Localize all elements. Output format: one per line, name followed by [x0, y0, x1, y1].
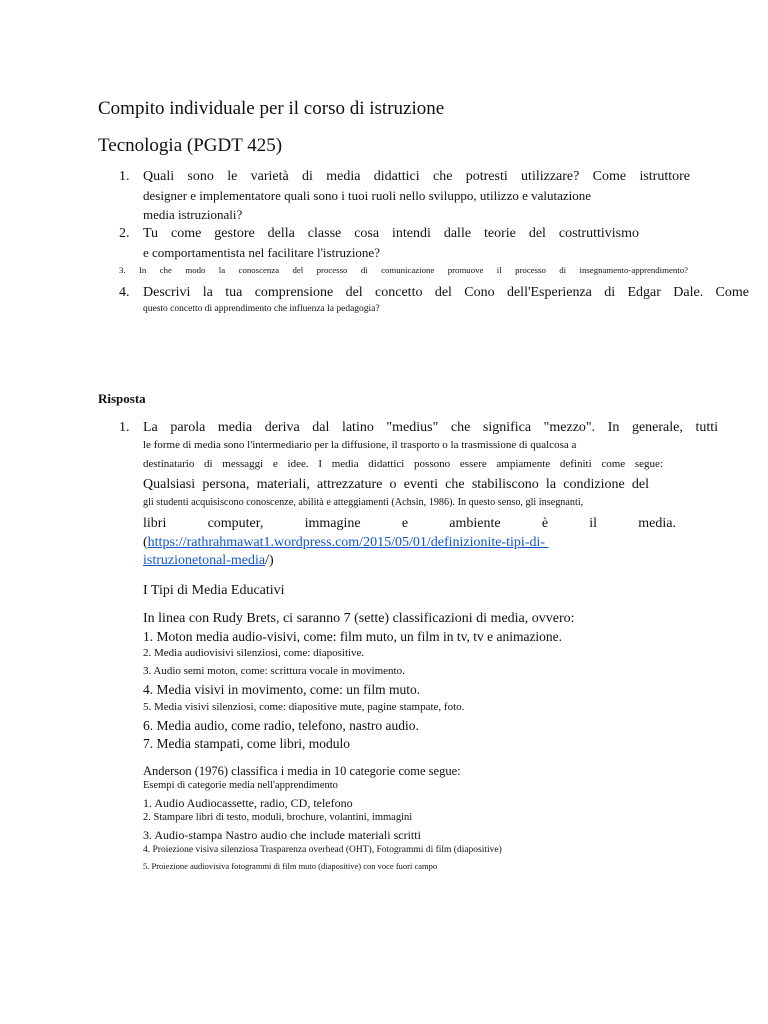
- source-link[interactable]: https://rathrahmawat1.wordpress.com/2015/05/01/definizionite-tipi-di-: [147, 535, 546, 550]
- types-heading: I Tipi di Media Educativi: [143, 583, 285, 598]
- brets-item: 6. Media audio, come radio, telefono, nastro audio.: [143, 718, 419, 733]
- link-open-paren: (: [143, 535, 148, 550]
- question-1-number: 1.: [119, 169, 130, 184]
- brets-item: 4. Media visivi in movimento, come: un film muto.: [143, 682, 421, 697]
- answer-line-4: Qualsiasi persona, materiali, attrezzature o eventi che stabiliscono la condizione del: [143, 477, 649, 492]
- source-link-line-1: [143, 535, 601, 551]
- answer-line-5: gli studenti acquisiscono conoscenze, abilità e atteggiamenti (Achsin, 1986). In questo senso, gli insegnanti,: [143, 497, 584, 508]
- question-4-line-2: questo concetto di apprendimento che influenza la pedagogia?: [143, 304, 380, 314]
- brets-item: 3. Audio semi moton, come: scrittura vocale in movimento.: [143, 665, 405, 677]
- anderson-item: 1. Audio Audiocassette, radio, CD, telefono: [143, 796, 353, 810]
- brets-item: 7. Media stampati, come libri, modulo: [143, 736, 350, 751]
- brets-item: 5. Media visivi silenziosi, come: diapositive mute, pagine stampate, foto.: [143, 701, 465, 713]
- answer-heading: Risposta: [98, 391, 146, 406]
- anderson-item: 5. Proiezione audiovisiva fotogrammi di film muto (diapositive) con voce fuori campo: [143, 861, 438, 871]
- anderson-item: 4. Proiezione visiva silenziosa Trasparenza overhead (OHT), Fotogrammi di film (diapositive): [143, 845, 502, 855]
- brets-item: 2. Media audiovisivi silenziosi, come: diapositive.: [143, 647, 365, 659]
- document-title: Compito individuale per il corso di istruzione: [98, 98, 445, 119]
- brets-intro: In linea con Rudy Brets, ci saranno 7 (sette) classificazioni di media, ovvero:: [143, 611, 575, 626]
- question-1-line-1: Quali sono le varietà di media didattici che potresti utilizzare? Come istruttore: [143, 169, 690, 184]
- question-2-line-2: e comportamentista nel facilitare l'istruzione?: [143, 245, 380, 260]
- answer-line-2: le forme di media sono l'intermediario per la diffusione, il trasporto o la trasmissione di qualcosa a: [143, 439, 577, 451]
- anderson-subtitle: Esempi di categorie media nell'apprendimento: [143, 780, 338, 791]
- question-3: 3. In che modo la conoscenza del processo di comunicazione promuove il processo di insegnamento-apprendimento?: [119, 265, 688, 275]
- question-2-number: 2.: [119, 226, 130, 241]
- question-2-line-1: Tu come gestore della classe cosa intendi dalle teorie del costruttivismo: [143, 226, 639, 241]
- question-4-number: 4.: [119, 285, 130, 300]
- question-1-line-2: designer e implementatore quali sono i tuoi ruoli nello sviluppo, utilizzo e valutazione: [143, 188, 592, 203]
- source-link-line-2: [143, 553, 274, 569]
- question-4-line-1: Descrivi la tua comprensione del concetto del Cono dell'Esperienza di Edgar Dale. Come: [143, 285, 749, 300]
- answer-line-3: destinatario di messaggi e idee. I media didattici possono essere ampiamente definiti come segue:: [143, 458, 663, 470]
- anderson-item: 3. Audio-stampa Nastro audio che include materiali scritti: [143, 828, 421, 842]
- question-1-line-3: media istruzionali?: [143, 207, 243, 222]
- course-code-title: Tecnologia (PGDT 425): [98, 135, 283, 156]
- anderson-item: 2. Stampare libri di testo, moduli, brochure, volantini, immagini: [143, 812, 413, 823]
- link-close: /): [265, 553, 274, 568]
- answer-line-6: libri computer, immagine e ambiente è il media.: [143, 516, 676, 531]
- answer-1-number: 1.: [119, 420, 130, 435]
- brets-item: 1. Moton media audio-visivi, come: film muto, un film in tv, tv e animazione.: [143, 629, 563, 644]
- source-link-continued[interactable]: istruzionetonal-media: [143, 553, 266, 568]
- anderson-intro: Anderson (1976) classifica i media in 10 categorie come segue:: [143, 764, 461, 778]
- link-underline-tail: [545, 535, 601, 551]
- answer-line-1: La parola media deriva dal latino "medius" che significa "mezzo". In generale, tutti: [143, 420, 718, 435]
